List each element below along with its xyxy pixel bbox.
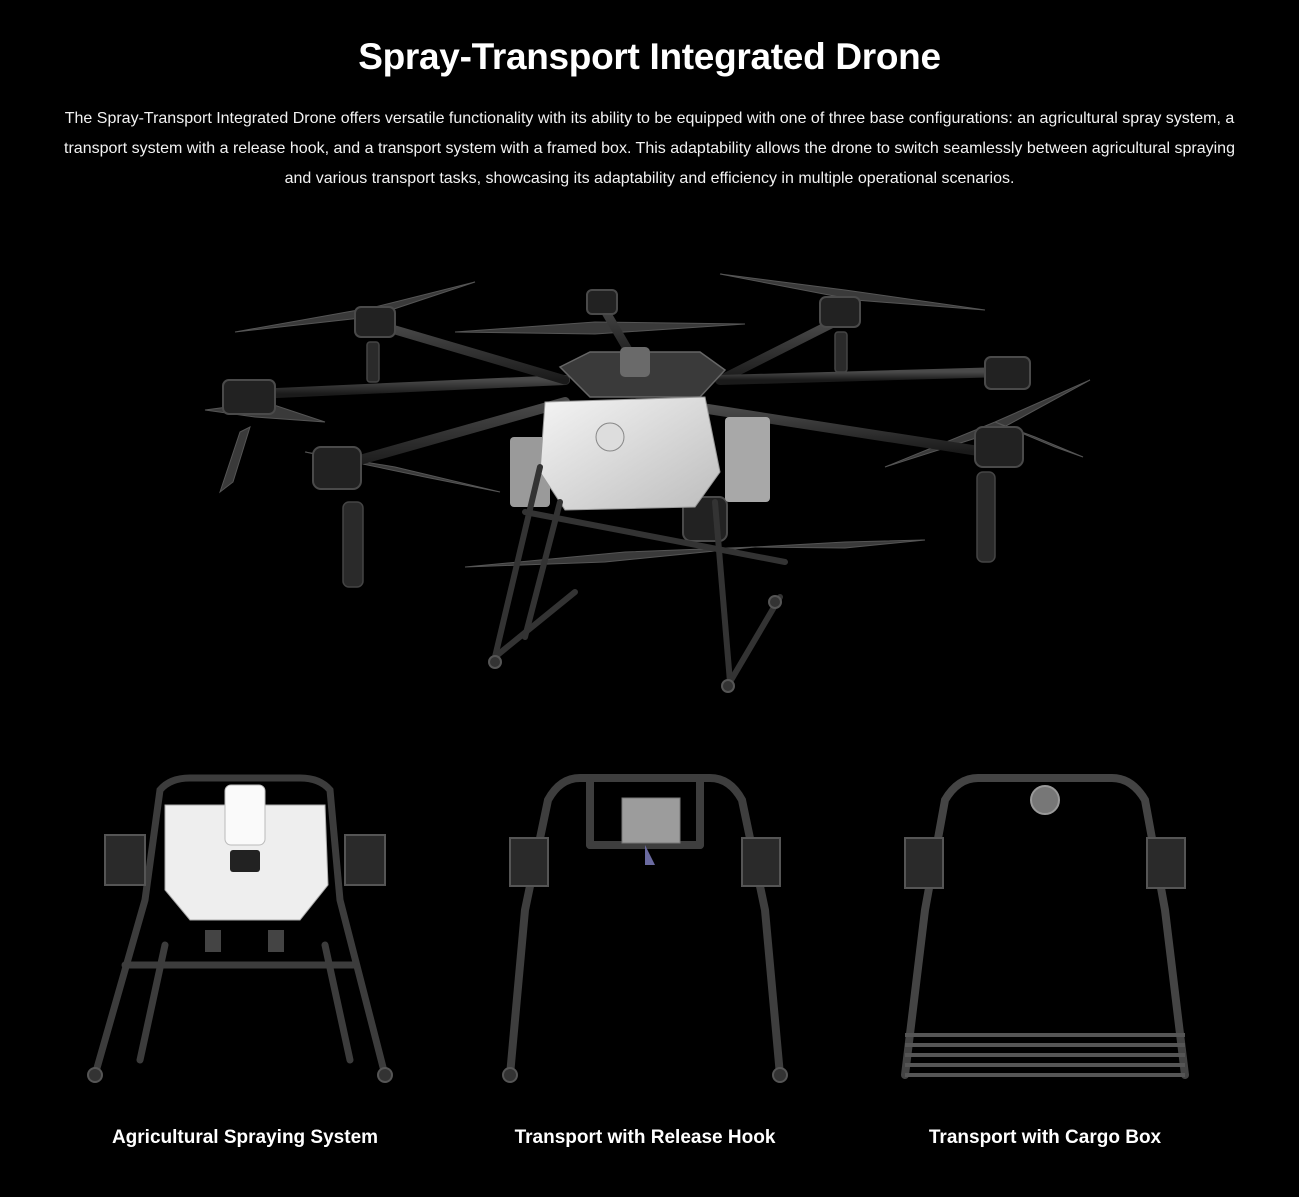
config-caption-cargo-box: Transport with Cargo Box	[928, 1127, 1162, 1148]
release-hook-image	[480, 770, 810, 1090]
page-description: The Spray-Transport Integrated Drone offers versatile functionality with its ability to be equipped with one of three base configurations: an agricultural spray system, a transport system with a release hook, and a transport system with a framed box. This adaptability allows the drone to switch seamlessly between agricultural spraying and various transport tasks, showcasing its adaptability and efficiency in multiple operational scenarios.	[64, 110, 1235, 187]
spraying-system-image	[80, 770, 410, 1090]
page-title: Spray-Transport Integrated Drone	[358, 36, 941, 77]
config-caption-spraying: Agricultural Spraying System	[111, 1127, 379, 1148]
config-caption-release-hook: Transport with Release Hook	[514, 1127, 776, 1148]
drone-image	[195, 262, 1105, 702]
cargo-box-image	[880, 770, 1210, 1090]
